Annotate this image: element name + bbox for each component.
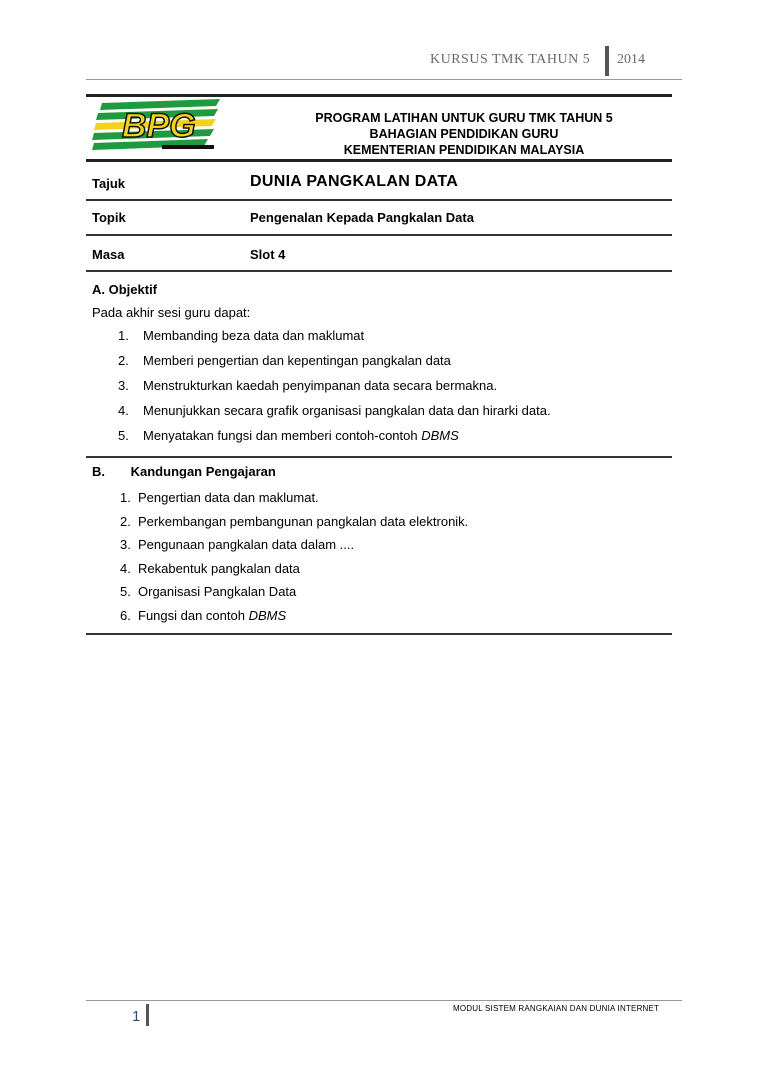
topik-label: Topik <box>92 210 126 225</box>
course-title: KURSUS TMK TAHUN 5 <box>430 52 591 67</box>
running-header <box>0 50 768 80</box>
kandungan-list <box>120 488 468 629</box>
list-item: 3. Pengunaan pangkalan data dalam .... <box>120 537 355 552</box>
rule-after-topik <box>86 234 672 236</box>
program-line-3: KEMENTERIAN PENDIDIKAN MALAYSIA <box>343 143 585 157</box>
course-year: 2014 <box>617 52 645 67</box>
header-divider <box>605 46 609 76</box>
rule-after-masa <box>86 270 672 272</box>
objektif-list <box>118 326 551 451</box>
list-item: 5. Organisasi Pangkalan Data <box>120 584 297 599</box>
logo-text: BPG <box>122 107 196 145</box>
topik-value: Pengenalan Kepada Pangkalan Data <box>250 210 474 225</box>
header-rule <box>86 79 682 80</box>
masa-label: Masa <box>92 247 125 262</box>
bpg-logo <box>92 97 224 155</box>
program-heading <box>246 110 682 158</box>
objektif-intro: Pada akhir sesi guru dapat: <box>92 305 251 320</box>
footer-rule <box>86 1000 682 1001</box>
list-item: 2. Perkembangan pembangunan pangkalan data elektronik. <box>120 513 469 529</box>
list-item: 2. Memberi pengertian dan kepentingan pangkalan data <box>118 353 451 368</box>
tajuk-value: DUNIA PANGKALAN DATA <box>250 173 459 190</box>
list-item: 5. Menyatakan fungsi dan memberi contoh-contoh DBMS <box>118 428 459 443</box>
list-item: 4. Menunjukkan secara grafik organisasi pangkalan data dan hirarki data. <box>118 403 551 418</box>
rule-after-tajuk <box>86 199 672 201</box>
program-line-1: PROGRAM LATIHAN UNTUK GURU TMK TAHUN 5 <box>315 111 613 125</box>
rule-after-kandungan <box>86 633 672 635</box>
list-item: 3. Menstrukturkan kaedah penyimpanan data secara bermakna. <box>118 378 498 393</box>
section-b-letter: B. <box>92 464 105 479</box>
list-item: 1. Membanding beza data dan maklumat <box>118 328 365 343</box>
section-b-title <box>92 464 276 479</box>
list-item: 1. Pengertian data dan maklumat. <box>120 490 319 505</box>
tajuk-label: Tajuk <box>92 176 125 191</box>
section-a-title: A. Objektif <box>92 282 158 297</box>
list-item: 4. Rekabentuk pangkalan data <box>120 560 300 576</box>
logo-caption-bar <box>162 145 214 149</box>
page-number: 1 <box>132 1008 141 1025</box>
list-item: 6. Fungsi dan contoh DBMS <box>120 607 287 623</box>
masa-value: Slot 4 <box>250 247 286 262</box>
footer-title: MODUL SISTEM RANGKAIAN DAN DUNIA INTERNET <box>453 1004 660 1013</box>
section-b-label: Kandungan Pengajaran <box>130 464 276 479</box>
footer-divider <box>146 1004 149 1026</box>
rule-after-objektif <box>86 456 672 458</box>
program-line-2: BAHAGIAN PENDIDIKAN GURU <box>369 127 559 141</box>
rule-after-program <box>86 159 672 162</box>
